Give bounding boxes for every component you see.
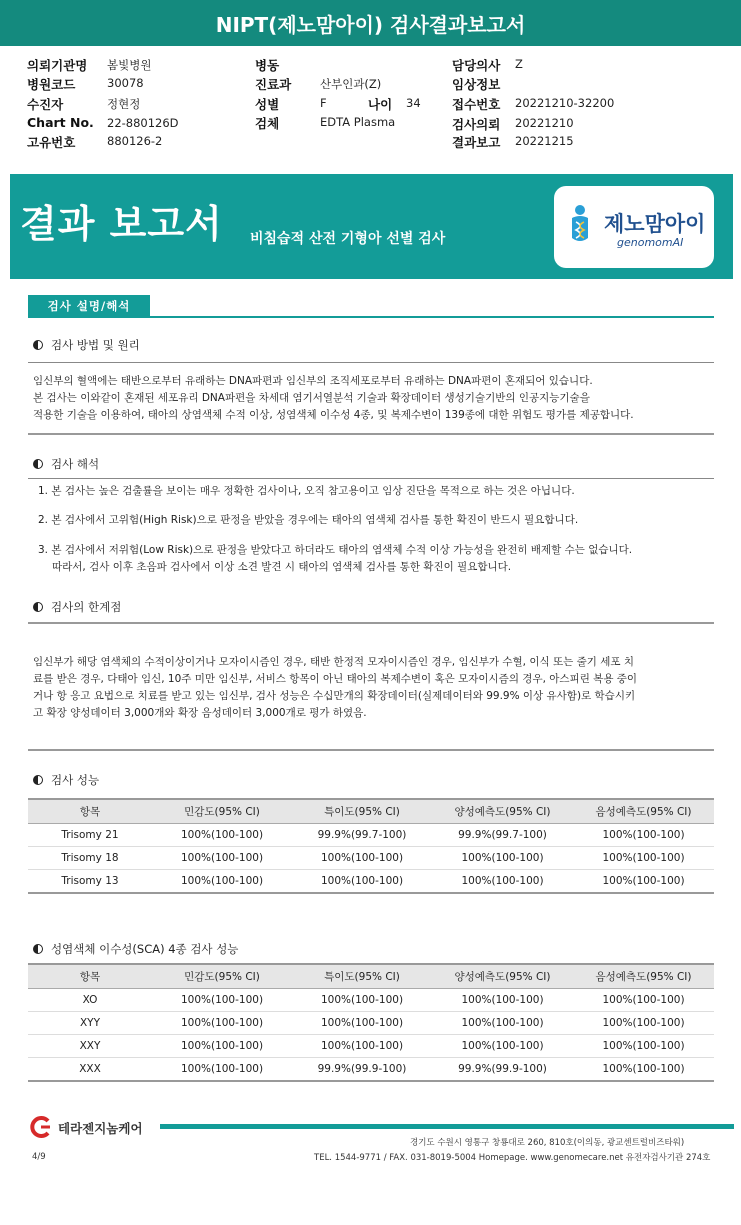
table-header-row (28, 964, 714, 989)
table-row (28, 1058, 714, 1082)
table-cell: 100%(100-100) (152, 847, 292, 870)
method-line: 임신부의 혈액에는 태반으로부터 유래하는 DNA파편과 임신부의 조직세포로부터 유래하는 DNA파편이 혼재되어 있습니다. (33, 375, 593, 387)
table-cell: Trisomy 21 (28, 824, 152, 847)
table-cell: 100%(100-100) (573, 824, 714, 847)
interpretation-item: 3. 본 검사에서 저위험(Low Risk)으로 판정을 받았다고 하더라도 태아의 염색체 수적 이상 가능성을 완전히 배제할 수는 없습니다. (38, 544, 633, 556)
info-value: 30078 (107, 76, 144, 90)
banner-subtitle: 비침습적 산전 기형아 선별 검사 (250, 231, 446, 247)
table-cell: 99.9%(99.7-100) (432, 824, 573, 847)
column-header: 음성예측도(95% CI) (573, 799, 714, 824)
method-line: 적용한 기술을 이용하여, 태아의 상염색체 수적 이상, 성염색체 이수성 4종, 및 복제수변이 139종에 대한 위험도 평가를 제공합니다. (33, 409, 634, 421)
logo-subtitle: genomomAI (617, 236, 684, 249)
interpretation-item: 1. 본 검사는 높은 검출률을 보이는 매우 정확한 검사이나, 오직 참고용이고 임상 진단을 목적으로 하는 것은 아닙니다. (38, 485, 575, 497)
table-row (28, 824, 714, 847)
table-cell: 100%(100-100) (573, 989, 714, 1012)
divider (28, 478, 714, 479)
table-cell: Trisomy 13 (28, 870, 152, 894)
half-circle-icon (33, 602, 43, 612)
divider (28, 622, 714, 624)
info-value: 880126-2 (107, 134, 163, 148)
info-label: 성별 (255, 97, 280, 112)
table-row (28, 847, 714, 870)
table-cell: 100%(100-100) (292, 989, 432, 1012)
table-row (28, 1012, 714, 1035)
section-tab: 검사 설명/해석 (28, 295, 150, 317)
info-label: 검체 (255, 116, 280, 131)
table-cell: XO (28, 989, 152, 1012)
half-circle-icon (33, 775, 43, 785)
section-divider (28, 316, 714, 318)
footer-contact: TEL. 1544-9771 / FAX. 031-8019-5004 Homepage. www.genomecare.net 유전자검사기관 274호 (314, 1153, 711, 1163)
info-label: 담당의사 (452, 58, 501, 73)
info-value: 산부인과(Z) (320, 77, 382, 91)
column-header: 특이도(95% CI) (292, 964, 432, 989)
table-cell: 100%(100-100) (573, 1058, 714, 1082)
column-header: 양성예측도(95% CI) (432, 964, 573, 989)
table-cell: 99.9%(99.9-100) (432, 1058, 573, 1082)
table-cell: 100%(100-100) (152, 1012, 292, 1035)
heading-text: 검사 해석 (51, 457, 100, 471)
table-cell: 100%(100-100) (432, 870, 573, 894)
limits-line: 임신부가 해당 염색체의 수적이상이거나 모자이시즘인 경우, 태반 한정적 모자이시즘인 경우, 임신부가 수혈, 이식 또는 줄기 세포 치 (33, 656, 634, 668)
divider (28, 749, 714, 751)
column-header: 특이도(95% CI) (292, 799, 432, 824)
method-heading (33, 337, 140, 353)
info-value: Z (515, 57, 523, 71)
info-value: 22-880126D (107, 116, 179, 130)
info-value: 34 (406, 96, 421, 110)
info-label: 검사의뢰 (452, 117, 501, 132)
table-cell: 100%(100-100) (152, 1035, 292, 1058)
table-cell: 100%(100-100) (292, 847, 432, 870)
info-value: F (320, 96, 327, 110)
table-header-row (28, 799, 714, 824)
info-label: 나이 (368, 97, 393, 112)
half-circle-icon (33, 340, 43, 350)
performance-table (28, 798, 714, 894)
table-cell: XXX (28, 1058, 152, 1082)
interpretation-item: 따라서, 검사 이후 초음파 검사에서 이상 소견 발견 시 태아의 염색체 검사를 통한 확진이 필요합니다. (52, 561, 512, 573)
footer-company-name: 테라젠지놈케어 (58, 1121, 143, 1136)
column-header: 항목 (28, 964, 152, 989)
limits-heading (33, 599, 121, 615)
info-value: 20221210-32200 (515, 96, 615, 110)
column-header: 양성예측도(95% CI) (432, 799, 573, 824)
info-label: 의뢰기관명 (27, 58, 88, 73)
table-cell: 100%(100-100) (432, 1012, 573, 1035)
table-cell: 100%(100-100) (573, 1012, 714, 1035)
divider (28, 362, 714, 363)
limits-line: 료를 받은 경우, 다태아 임신, 10주 미만 임신부, 서비스 항목이 아닌 태아의 복제수변이 혹은 모자이시즘의 경우, 아스피린 복용 중이 (33, 673, 638, 685)
info-label: 임상정보 (452, 77, 501, 92)
info-value: 봄빛병원 (107, 58, 152, 72)
limits-line: 거나 항 응고 요법으로 치료를 받고 있는 임신부, 검사 성능은 수십만개의 확장데이터(실제데이터와 99.9% 이상 유사함)로 학습시키 (33, 690, 636, 702)
table-cell: 100%(100-100) (573, 847, 714, 870)
table-cell: 100%(100-100) (152, 870, 292, 894)
table-row (28, 989, 714, 1012)
table-cell: 100%(100-100) (432, 847, 573, 870)
limits-line: 고 확장 양성데이터 3,000개와 확장 음성데이터 3,000개로 평가 하였음. (33, 707, 367, 719)
half-circle-icon (33, 944, 43, 954)
sca-heading (33, 941, 238, 957)
performance-heading (33, 772, 99, 788)
info-value: 20221215 (515, 134, 574, 148)
heading-text: 검사의 한계점 (51, 600, 122, 614)
column-header: 민감도(95% CI) (152, 964, 292, 989)
info-label: 고유번호 (27, 135, 76, 150)
table-cell: 99.9%(99.9-100) (292, 1058, 432, 1082)
info-value: EDTA Plasma (320, 115, 396, 129)
half-circle-icon (33, 459, 43, 469)
table-cell: 100%(100-100) (573, 870, 714, 894)
table-row (28, 870, 714, 894)
table-cell: 99.9%(99.7-100) (292, 824, 432, 847)
column-header: 항목 (28, 799, 152, 824)
table-cell: XYY (28, 1012, 152, 1035)
heading-text: 검사 성능 (51, 773, 100, 787)
table-cell: 100%(100-100) (152, 1058, 292, 1082)
method-line: 본 검사는 이와같이 혼재된 세포유리 DNA파편을 차세대 염기서열분석 기술과 확장데이터 생성기술기반의 인공지능기술을 (33, 392, 590, 404)
logo-name: 제노맘아이 (604, 212, 706, 236)
info-label: 병원코드 (27, 77, 76, 92)
page-number: 4/9 (32, 1152, 46, 1162)
footer-address: 경기도 수원시 영통구 창룡대로 260, 810호(이의동, 광교센트럴비즈타워) (410, 1138, 685, 1148)
column-header: 음성예측도(95% CI) (573, 964, 714, 989)
heading-text: 성염색체 이수성(SCA) 4종 검사 성능 (51, 942, 239, 956)
divider (28, 433, 714, 435)
report-title: NIPT(제노맘아이) 검사결과보고서 (0, 0, 741, 46)
company-logo-icon (28, 1116, 54, 1138)
heading-text: 검사 방법 및 원리 (51, 338, 140, 352)
interpretation-item: 2. 본 검사에서 고위험(High Risk)으로 판정을 받았을 경우에는 태아의 염색체 검사를 통한 확진이 반드시 필요합니다. (38, 514, 579, 526)
footer-divider (160, 1124, 734, 1129)
table-cell: 100%(100-100) (152, 824, 292, 847)
table-cell: 100%(100-100) (292, 1012, 432, 1035)
table-cell: 100%(100-100) (292, 1035, 432, 1058)
info-value: 정현정 (107, 97, 141, 111)
table-cell: XXY (28, 1035, 152, 1058)
table-cell: 100%(100-100) (152, 989, 292, 1012)
info-label: 수진자 (27, 97, 64, 112)
table-cell: Trisomy 18 (28, 847, 152, 870)
sca-table (28, 963, 714, 1082)
column-header: 민감도(95% CI) (152, 799, 292, 824)
info-label: 결과보고 (452, 135, 501, 150)
table-row (28, 1035, 714, 1058)
info-label: 접수번호 (452, 97, 501, 112)
table-cell: 100%(100-100) (432, 1035, 573, 1058)
table-cell: 100%(100-100) (292, 870, 432, 894)
dna-mother-icon (568, 204, 592, 244)
info-label: 병동 (255, 58, 280, 73)
table-cell: 100%(100-100) (573, 1035, 714, 1058)
info-label: Chart No. (27, 115, 94, 130)
info-value: 20221210 (515, 116, 574, 130)
table-cell: 100%(100-100) (432, 989, 573, 1012)
banner-title: 결과 보고서 (20, 202, 223, 246)
info-label: 진료과 (255, 77, 292, 92)
interpretation-heading (33, 456, 99, 472)
